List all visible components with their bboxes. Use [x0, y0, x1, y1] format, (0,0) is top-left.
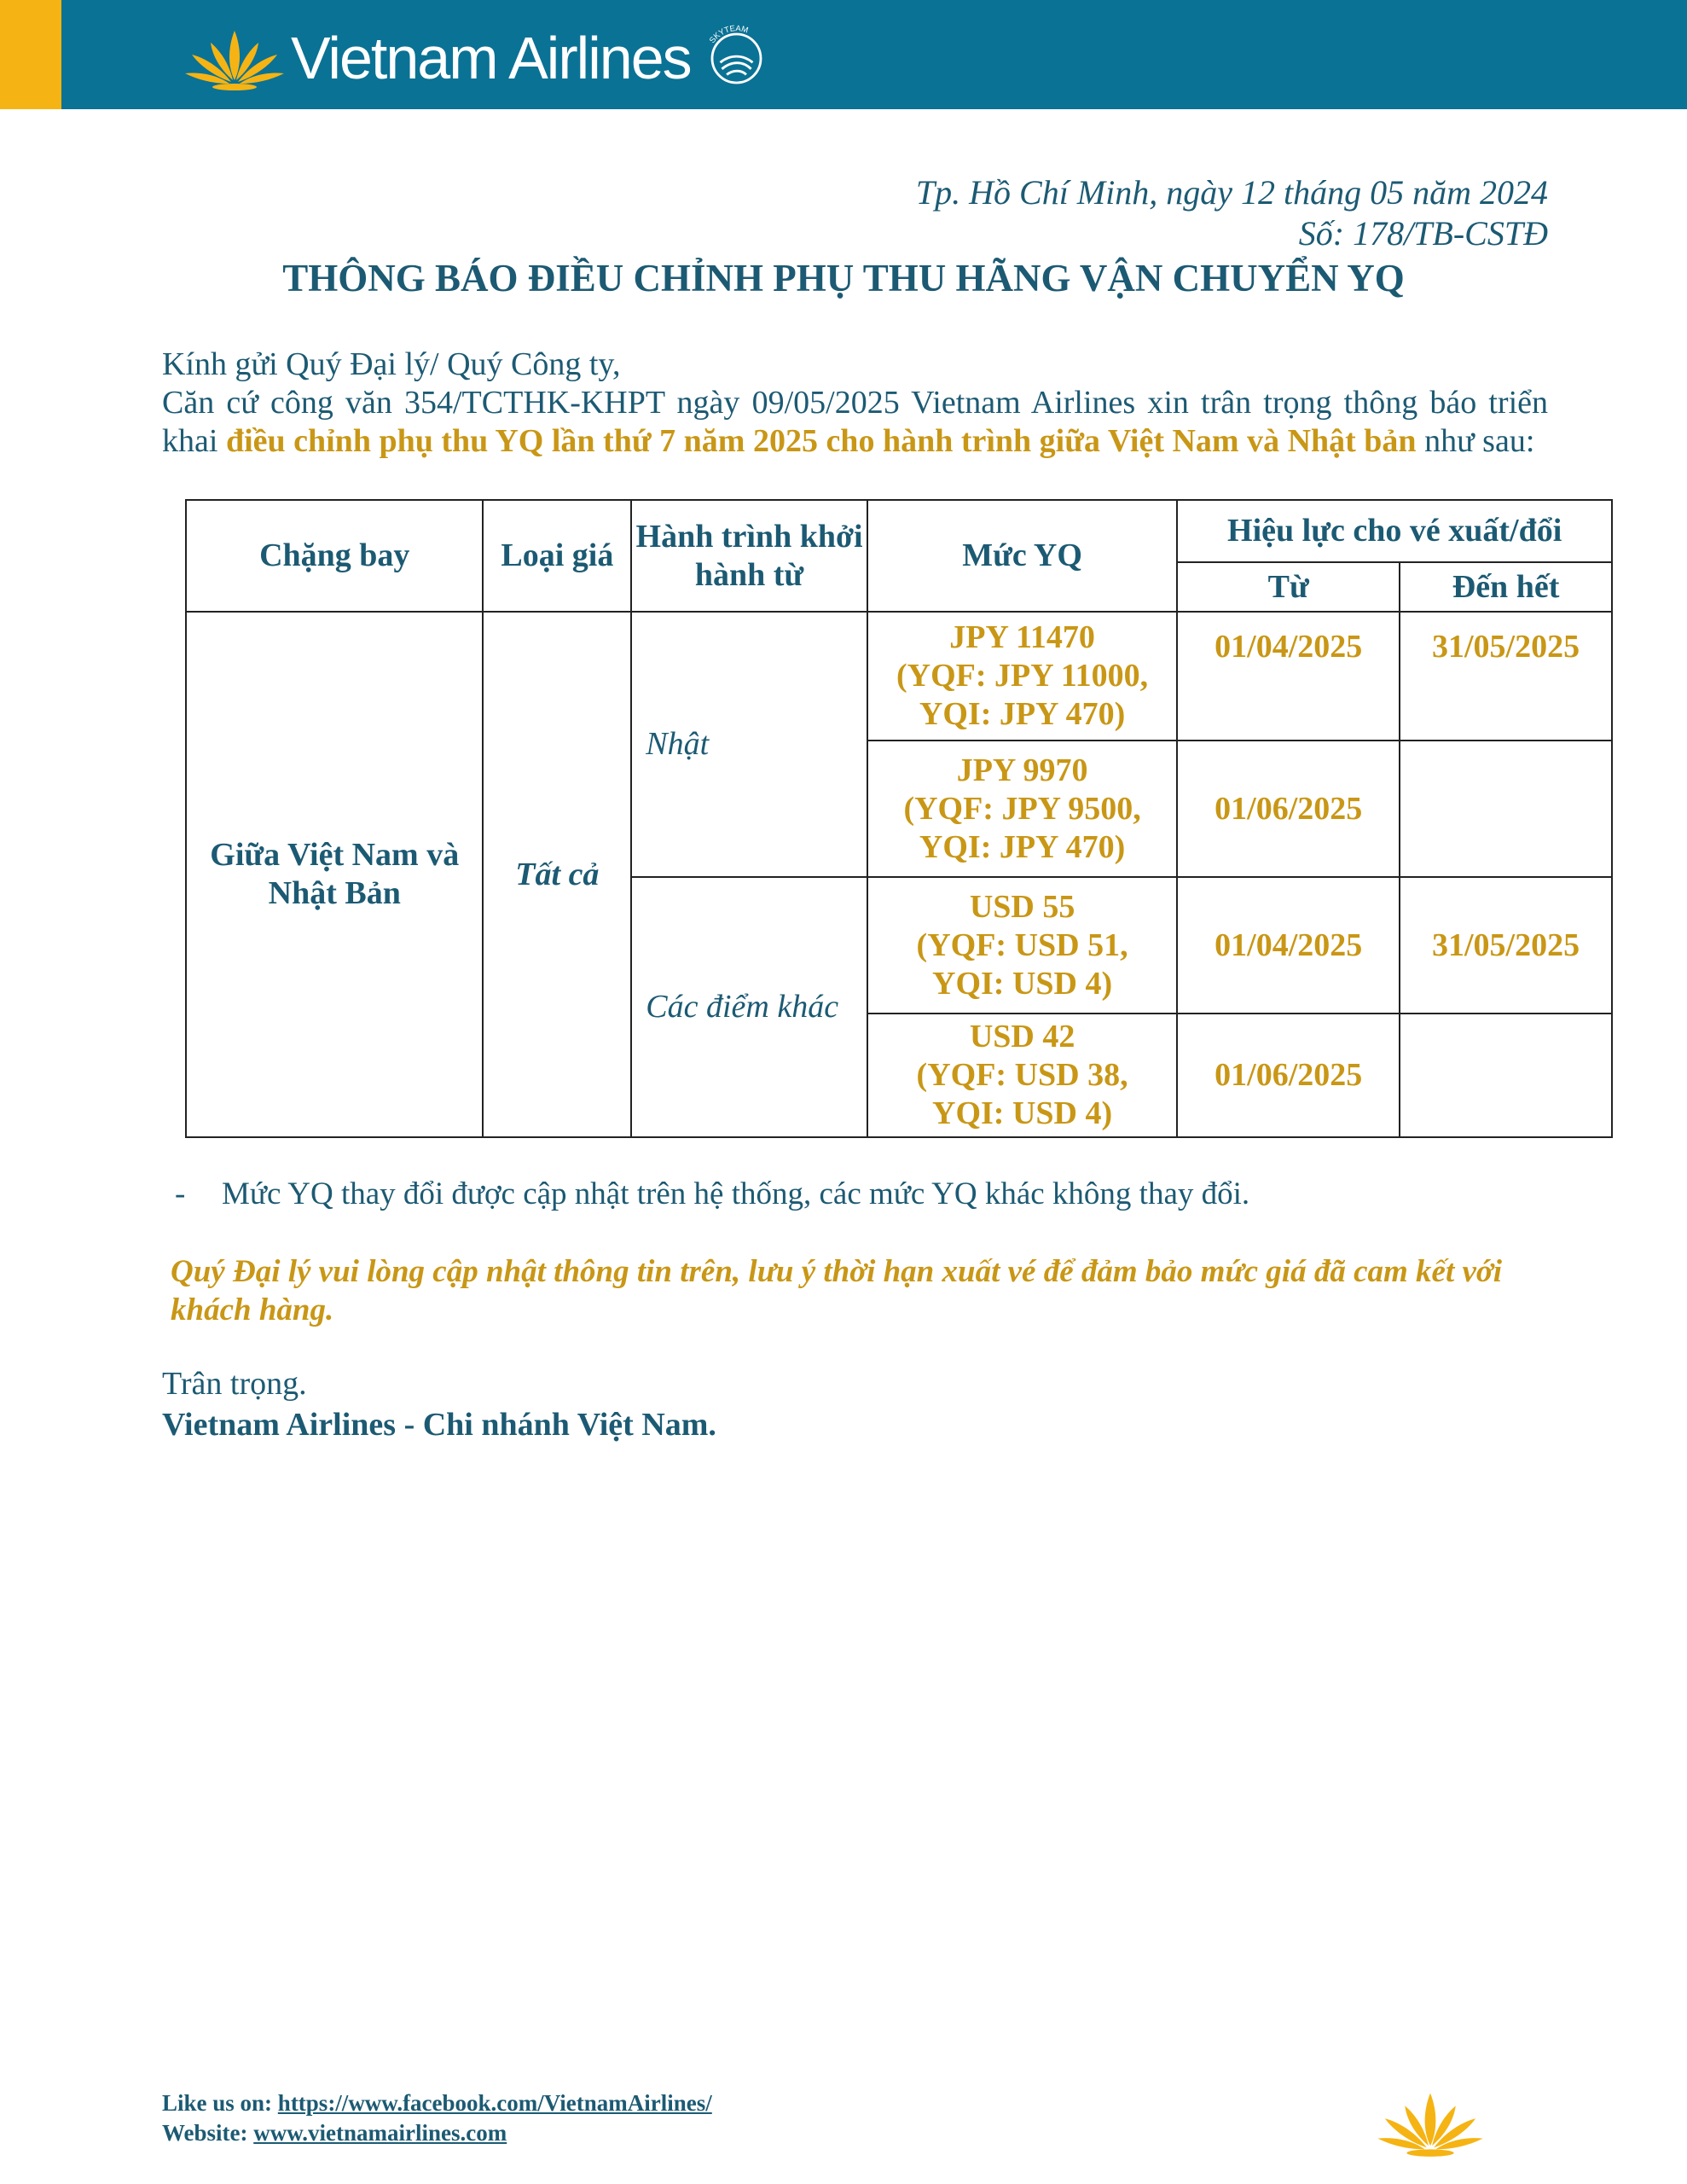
origin-cell: Nhật	[631, 612, 867, 877]
intro-line-2-suffix: như sau:	[1416, 423, 1535, 459]
header-fare-type: Loại giá	[483, 500, 631, 612]
intro-line-2	[162, 422, 1548, 461]
header-yq: Mức YQ	[867, 500, 1177, 612]
to-date-cell	[1400, 741, 1612, 877]
agent-notice: Quý Đại lý vui lòng cập nhật thông tin trên, lưu ý thời hạn xuất vé để đảm bảo mức giá đã cam kết với khách hàng.	[171, 1254, 1503, 1327]
brand-name: Vietnam Airlines	[291, 25, 691, 91]
header-origin: Hành trình khởi hành từ	[631, 500, 867, 612]
footer-facebook	[162, 2090, 712, 2117]
signature: Vietnam Airlines - Chi nhánh Việt Nam.	[162, 1407, 716, 1443]
intro-line-2-prefix: khai	[162, 423, 226, 459]
skyteam-label: SKYTEAM	[707, 23, 750, 45]
skyteam-logo-icon	[696, 18, 777, 99]
header-segment: Chặng bay	[186, 500, 483, 612]
table-row	[186, 612, 1612, 741]
yq-cell: JPY 11470 (YQF: JPY 11000, YQI: JPY 470)	[867, 612, 1177, 741]
from-date-cell: 01/04/2025	[1177, 612, 1400, 741]
brand-logo	[183, 24, 777, 92]
bullet-note	[175, 1176, 1249, 1212]
header-to: Đến hết	[1400, 562, 1612, 612]
fare-type-cell: Tất cả	[483, 612, 631, 1137]
origin-cell: Các điểm khác	[631, 877, 867, 1137]
greeting: Kính gửi Quý Đại lý/ Quý Công ty,	[162, 346, 621, 382]
yq-cell: USD 55 (YQF: USD 51, YQI: USD 4)	[867, 877, 1177, 1014]
intro-highlight: điều chỉnh phụ thu YQ lần thứ 7 năm 2025 cho hành trình giữa Việt Nam và Nhật bản	[225, 423, 1417, 459]
from-date-cell: 01/06/2025	[1177, 741, 1400, 877]
footer-lotus-icon	[1375, 2086, 1486, 2158]
document-number: Số: 178/TB-CSTĐ	[1298, 214, 1548, 253]
header-accent-stripe	[0, 0, 61, 109]
intro-line-1: Căn cứ công văn 354/TCTHK-KHPT ngày 09/05/2025 Vietnam Airlines xin trân trọng thông báo triển	[162, 385, 1548, 421]
bullet-dash: -	[175, 1176, 186, 1211]
yq-surcharge-table	[185, 499, 1613, 1138]
website-link[interactable]: www.vietnamairlines.com	[253, 2120, 507, 2146]
from-date-cell: 01/04/2025	[1177, 877, 1400, 1014]
to-date-cell	[1400, 1014, 1612, 1137]
bullet-text: Mức YQ thay đổi được cập nhật trên hệ thống, các mức YQ khác không thay đổi.	[222, 1176, 1250, 1211]
footer-website	[162, 2120, 507, 2146]
facebook-label: Like us on:	[162, 2090, 278, 2116]
to-date-cell: 31/05/2025	[1400, 877, 1612, 1014]
closing-regards: Trân trọng.	[162, 1366, 307, 1402]
website-label: Website:	[162, 2120, 254, 2146]
segment-cell: Giữa Việt Nam và Nhật Bản	[186, 612, 483, 1137]
to-date-cell: 31/05/2025	[1400, 612, 1612, 741]
facebook-link[interactable]: https://www.facebook.com/VietnamAirlines/	[277, 2090, 712, 2116]
header-from: Từ	[1177, 562, 1400, 612]
document-title: THÔNG BÁO ĐIỀU CHỈNH PHỤ THU HÃNG VẬN CHUYỂN YQ	[282, 257, 1405, 299]
yq-cell: JPY 9970 (YQF: JPY 9500, YQI: JPY 470)	[867, 741, 1177, 877]
from-date-cell: 01/06/2025	[1177, 1014, 1400, 1137]
document-date: Tp. Hồ Chí Minh, ngày 12 tháng 05 năm 2024	[915, 173, 1548, 212]
header-validity: Hiệu lực cho vé xuất/đổi	[1177, 500, 1612, 562]
lotus-logo-icon	[183, 24, 286, 92]
yq-cell: USD 42 (YQF: USD 38, YQI: USD 4)	[867, 1014, 1177, 1137]
